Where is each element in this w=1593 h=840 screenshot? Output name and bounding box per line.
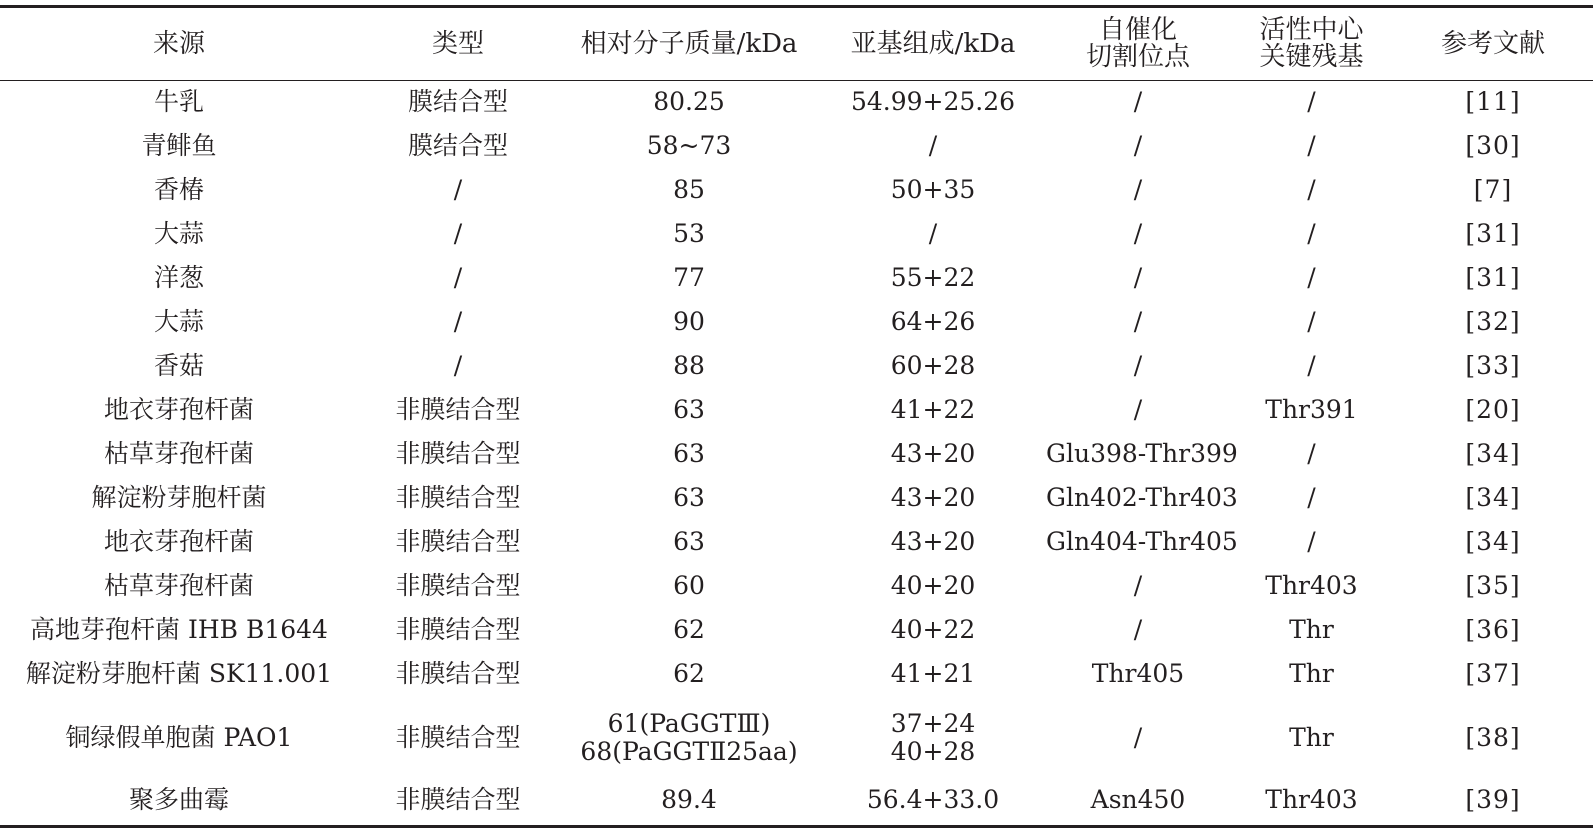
cell-type (358, 786, 558, 814)
cell-reference (1393, 440, 1593, 468)
cell-text: 63 (673, 527, 705, 556)
cell-active-residue (1230, 220, 1393, 248)
table-row (0, 655, 1593, 693)
cell-subunits (820, 176, 1046, 204)
cell-text: 60 (673, 571, 705, 600)
cell-text: 非膜结合型 (395, 659, 521, 688)
cell-molecular-weight (558, 572, 820, 600)
cell-reference (1393, 724, 1593, 752)
table-row (0, 303, 1593, 341)
cell-autocleavage-site (1046, 439, 1238, 468)
table-bottom-rule (0, 825, 1593, 828)
cell-molecular-weight (558, 710, 820, 766)
cell-text: Thr405 (1091, 659, 1185, 688)
cell-source (0, 308, 358, 336)
cell-molecular-weight (558, 352, 820, 380)
table-top-rule (0, 5, 1593, 8)
header-text: 关键残基 (1259, 42, 1364, 72)
header-text: 切割位点 (1085, 42, 1190, 72)
cell-subunits (820, 132, 1046, 160)
cell-text: 大蒜 (153, 219, 204, 248)
cell-active-residue (1230, 572, 1393, 600)
cell-text: 37+24 (890, 709, 976, 738)
cell-text: 43+20 (890, 439, 976, 468)
cell-text: 地衣芽孢杆菌 (103, 527, 254, 556)
cell-text: 枯草芽孢杆菌 (103, 439, 254, 468)
cell-subunits (820, 220, 1046, 248)
cell-text: 63 (673, 483, 705, 512)
cell-text: 68(PaGGTⅡ25aa) (580, 737, 798, 766)
cell-text: 63 (673, 439, 705, 468)
cell-text: / (1133, 571, 1143, 600)
table-row (0, 259, 1593, 297)
cell-source (0, 616, 358, 644)
cell-text: 地衣芽孢杆菌 (103, 395, 254, 424)
cell-type (358, 484, 558, 512)
cell-text: / (453, 351, 463, 380)
cell-text: 90 (673, 307, 705, 336)
cell-text: 铜绿假单胞菌 PAO1 (65, 723, 293, 752)
cell-text: 41+21 (890, 659, 976, 688)
cell-subunits (820, 440, 1046, 468)
table-row (0, 83, 1593, 121)
cell-text: / (453, 263, 463, 292)
cell-text: 63 (673, 395, 705, 424)
cell-text: / (928, 219, 938, 248)
cell-text: / (1133, 175, 1143, 204)
cell-reference (1393, 220, 1593, 248)
table-row (0, 215, 1593, 253)
cell-molecular-weight (558, 264, 820, 292)
cell-type (358, 724, 558, 752)
cell-text: 56.4+33.0 (866, 785, 1000, 814)
header-molecular-weight (558, 28, 820, 59)
cell-type (358, 572, 558, 600)
header-source (0, 28, 358, 59)
cell-text: [20] (1465, 395, 1521, 424)
cell-active-residue (1230, 484, 1393, 512)
cell-text: / (1307, 351, 1316, 380)
cell-reference (1393, 176, 1593, 204)
cell-molecular-weight (558, 88, 820, 116)
cell-text: / (1307, 307, 1316, 336)
header-text: 相对分子质量/kDa (580, 28, 798, 59)
cell-text: / (1133, 307, 1143, 336)
cell-source (0, 528, 358, 556)
cell-reference (1393, 572, 1593, 600)
cell-type (358, 660, 558, 688)
cell-text: 非膜结合型 (395, 483, 521, 512)
cell-text: [34] (1465, 439, 1521, 468)
cell-active-residue (1230, 724, 1393, 752)
cell-subunits (820, 710, 1046, 766)
cell-text: 60+28 (890, 351, 976, 380)
cell-text: 非膜结合型 (395, 439, 521, 468)
header-text: 自催化 (1098, 15, 1177, 45)
cell-text: 61(PaGGTⅢ) (607, 709, 771, 738)
cell-type (358, 440, 558, 468)
cell-molecular-weight (558, 528, 820, 556)
cell-type (358, 396, 558, 424)
cell-reference (1393, 264, 1593, 292)
cell-text: Glu398-Thr399 (1046, 439, 1238, 468)
cell-text: [38] (1465, 723, 1521, 752)
cell-subunits (820, 616, 1046, 644)
cell-subunits (820, 786, 1046, 814)
cell-text: 牛乳 (153, 87, 204, 116)
cell-text: Thr (1289, 615, 1334, 644)
cell-text: 58~73 (646, 131, 732, 160)
cell-molecular-weight (558, 616, 820, 644)
cell-type (358, 528, 558, 556)
cell-source (0, 484, 358, 512)
cell-text: 85 (673, 175, 705, 204)
cell-text: Thr403 (1265, 785, 1358, 814)
cell-text: 香菇 (153, 351, 204, 380)
header-text: 参考文献 (1440, 28, 1545, 59)
cell-autocleavage-site (1046, 396, 1230, 424)
header-rule (0, 80, 1593, 81)
table-row (0, 171, 1593, 209)
cell-subunits (820, 308, 1046, 336)
table-row (0, 347, 1593, 385)
cell-autocleavage-site (1046, 308, 1230, 336)
cell-text: / (453, 219, 463, 248)
header-text: 活性中心 (1259, 15, 1364, 45)
cell-active-residue (1230, 88, 1393, 116)
cell-source (0, 660, 358, 688)
cell-text: 77 (673, 263, 705, 292)
cell-text: 高地芽孢杆菌 IHB B1644 (30, 615, 328, 644)
header-text: 来源 (152, 28, 205, 59)
cell-type (358, 616, 558, 644)
cell-text: [30] (1465, 131, 1521, 160)
cell-text: [35] (1465, 571, 1521, 600)
cell-autocleavage-site (1046, 786, 1230, 814)
header-reference (1393, 28, 1593, 59)
cell-text: 洋葱 (153, 263, 204, 292)
cell-text: 青鲱鱼 (141, 131, 217, 160)
cell-autocleavage-site (1046, 527, 1238, 556)
cell-autocleavage-site (1046, 572, 1230, 600)
cell-text: 50+35 (890, 175, 976, 204)
cell-text: / (1307, 527, 1316, 556)
cell-text: [34] (1465, 527, 1521, 556)
table-row (0, 391, 1593, 429)
cell-text: 62 (673, 659, 705, 688)
cell-text: [39] (1465, 785, 1521, 814)
cell-text: 53 (673, 219, 705, 248)
cell-text: 40+22 (890, 615, 976, 644)
header-active-residue (1230, 17, 1393, 71)
table-row (0, 567, 1593, 605)
cell-subunits (820, 352, 1046, 380)
cell-text: 非膜结合型 (395, 723, 521, 752)
cell-text: 解淀粉芽胞杆菌 (91, 483, 267, 512)
cell-text: 43+20 (890, 527, 976, 556)
cell-text: Gln404-Thr405 (1046, 527, 1238, 556)
cell-text: / (1133, 263, 1143, 292)
cell-source (0, 132, 358, 160)
cell-type (358, 352, 558, 380)
cell-subunits (820, 484, 1046, 512)
cell-molecular-weight (558, 440, 820, 468)
cell-reference (1393, 396, 1593, 424)
cell-autocleavage-site (1046, 352, 1230, 380)
cell-active-residue (1230, 396, 1393, 424)
cell-text: / (1133, 723, 1143, 752)
cell-source (0, 88, 358, 116)
cell-text: 聚多曲霉 (128, 785, 229, 814)
table-row (0, 479, 1593, 517)
cell-text: [31] (1465, 263, 1521, 292)
cell-source (0, 352, 358, 380)
cell-text: 89.4 (661, 785, 717, 814)
cell-text: [11] (1465, 87, 1521, 116)
cell-reference (1393, 660, 1593, 688)
cell-text: / (1307, 131, 1316, 160)
cell-text: 大蒜 (153, 307, 204, 336)
cell-text: Gln402-Thr403 (1046, 483, 1238, 512)
cell-type (358, 132, 558, 160)
cell-text: 41+22 (890, 395, 976, 424)
cell-reference (1393, 132, 1593, 160)
header-autocleavage-site (1046, 17, 1230, 71)
cell-subunits (820, 264, 1046, 292)
cell-text: 非膜结合型 (395, 395, 521, 424)
cell-text: 香椿 (153, 175, 204, 204)
cell-active-residue (1230, 308, 1393, 336)
cell-text: / (1133, 351, 1143, 380)
cell-source (0, 176, 358, 204)
cell-source (0, 264, 358, 292)
cell-text: / (1133, 219, 1143, 248)
cell-text: [31] (1465, 219, 1521, 248)
cell-molecular-weight (558, 484, 820, 512)
cell-reference (1393, 308, 1593, 336)
cell-subunits (820, 572, 1046, 600)
cell-active-residue (1230, 440, 1393, 468)
cell-reference (1393, 616, 1593, 644)
cell-autocleavage-site (1046, 483, 1238, 512)
cell-type (358, 176, 558, 204)
cell-molecular-weight (558, 220, 820, 248)
cell-text: / (453, 307, 463, 336)
cell-text: 非膜结合型 (395, 785, 521, 814)
cell-subunits (820, 660, 1046, 688)
cell-molecular-weight (558, 176, 820, 204)
table-row (0, 127, 1593, 165)
cell-source (0, 786, 358, 814)
cell-active-residue (1230, 616, 1393, 644)
cell-text: / (1133, 87, 1143, 116)
cell-active-residue (1230, 264, 1393, 292)
cell-text: [32] (1465, 307, 1521, 336)
header-text: 亚基组成/kDa (850, 28, 1016, 59)
cell-subunits (820, 396, 1046, 424)
cell-text: 64+26 (890, 307, 976, 336)
cell-molecular-weight (558, 308, 820, 336)
cell-source (0, 724, 358, 752)
cell-source (0, 220, 358, 248)
cell-text: / (453, 175, 463, 204)
cell-autocleavage-site (1046, 616, 1230, 644)
cell-subunits (820, 88, 1046, 116)
cell-text: / (1307, 87, 1316, 116)
cell-active-residue (1230, 786, 1393, 814)
cell-autocleavage-site (1046, 88, 1230, 116)
cell-reference (1393, 528, 1593, 556)
cell-text: 62 (673, 615, 705, 644)
cell-text: [36] (1465, 615, 1521, 644)
cell-text: 88 (673, 351, 705, 380)
cell-text: 80.25 (653, 87, 725, 116)
cell-source (0, 572, 358, 600)
cell-text: 54.99+25.26 (850, 87, 1016, 116)
cell-text: / (1307, 219, 1316, 248)
header-type (358, 28, 558, 59)
cell-molecular-weight (558, 660, 820, 688)
table-row (0, 700, 1593, 776)
cell-text: 43+20 (890, 483, 976, 512)
cell-text: / (1133, 615, 1143, 644)
cell-autocleavage-site (1046, 220, 1230, 248)
header-row (0, 10, 1593, 78)
cell-text: / (1307, 175, 1316, 204)
cell-text: 40+20 (890, 571, 976, 600)
cell-type (358, 308, 558, 336)
cell-type (358, 264, 558, 292)
cell-text: / (1307, 263, 1316, 292)
cell-text: [33] (1465, 351, 1521, 380)
cell-text: 膜结合型 (407, 131, 508, 160)
cell-text: Thr (1289, 659, 1334, 688)
cell-text: 非膜结合型 (395, 527, 521, 556)
cell-type (358, 220, 558, 248)
cell-active-residue (1230, 528, 1393, 556)
cell-active-residue (1230, 660, 1393, 688)
cell-reference (1393, 352, 1593, 380)
cell-text: / (1307, 483, 1316, 512)
cell-subunits (820, 528, 1046, 556)
cell-text: 膜结合型 (407, 87, 508, 116)
cell-text: Thr391 (1265, 395, 1358, 424)
cell-text: [34] (1465, 483, 1521, 512)
cell-reference (1393, 786, 1593, 814)
cell-molecular-weight (558, 396, 820, 424)
cell-text: / (1133, 395, 1143, 424)
cell-reference (1393, 88, 1593, 116)
table-row (0, 781, 1593, 819)
cell-autocleavage-site (1046, 176, 1230, 204)
cell-reference (1393, 484, 1593, 512)
cell-text: 非膜结合型 (395, 571, 521, 600)
cell-autocleavage-site (1046, 724, 1230, 752)
cell-active-residue (1230, 176, 1393, 204)
cell-source (0, 396, 358, 424)
cell-active-residue (1230, 132, 1393, 160)
cell-text: 40+28 (890, 737, 976, 766)
cell-text: Asn450 (1090, 785, 1186, 814)
cell-type (358, 88, 558, 116)
cell-source (0, 440, 358, 468)
cell-text: 非膜结合型 (395, 615, 521, 644)
cell-autocleavage-site (1046, 660, 1230, 688)
cell-text: Thr403 (1265, 571, 1358, 600)
cell-autocleavage-site (1046, 132, 1230, 160)
header-text: 类型 (431, 28, 484, 59)
cell-text: [7] (1473, 175, 1513, 204)
cell-molecular-weight (558, 786, 820, 814)
cell-text: 55+22 (890, 263, 976, 292)
table-row (0, 435, 1593, 473)
cell-molecular-weight (558, 132, 820, 160)
cell-active-residue (1230, 352, 1393, 380)
cell-text: Thr (1289, 723, 1334, 752)
cell-text: 解淀粉芽胞杆菌 SK11.001 (25, 659, 333, 688)
cell-text: / (1133, 131, 1143, 160)
cell-text: 枯草芽孢杆菌 (103, 571, 254, 600)
table-row (0, 611, 1593, 649)
cell-text: / (928, 131, 938, 160)
cell-text: [37] (1465, 659, 1521, 688)
header-subunits (820, 28, 1046, 59)
cell-autocleavage-site (1046, 264, 1230, 292)
table-row (0, 523, 1593, 561)
cell-text: / (1307, 439, 1316, 468)
